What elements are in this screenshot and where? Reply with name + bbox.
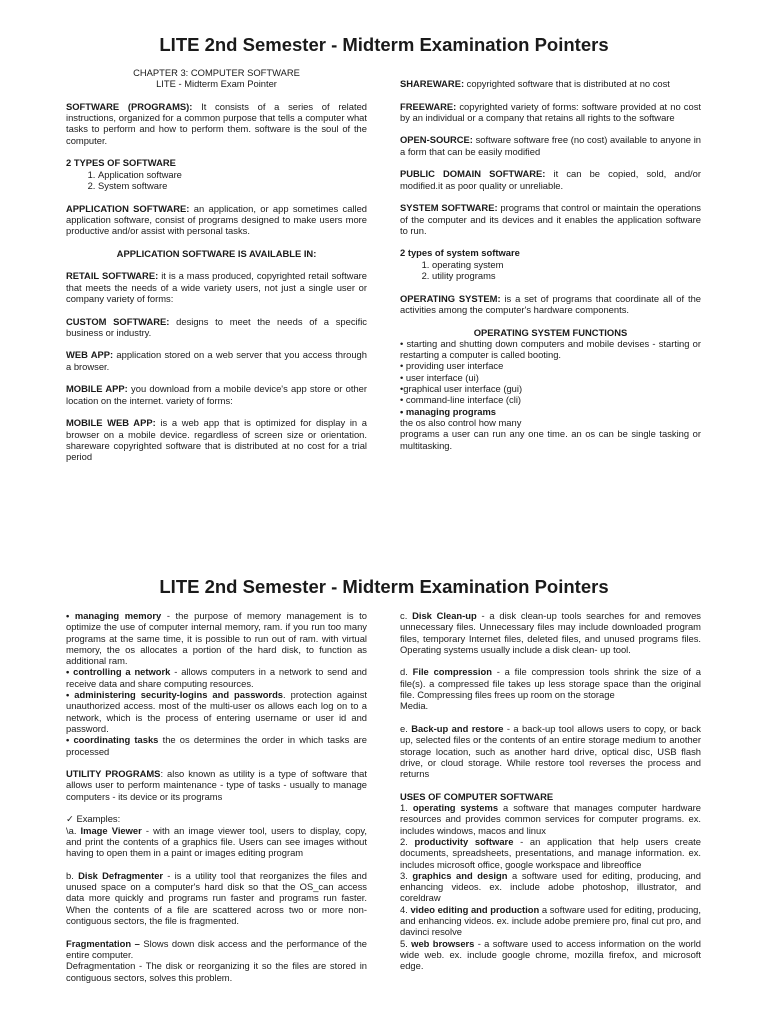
disk-cleanup-item: c. Disk Clean-up - a disk clean-up tools searches for and removes unnecessary files. Unnecessary files may include downloaded program files, temporary Internet files, deleted files, and unused programs files. Operating systems usually include a disk clean- up tool.: [400, 610, 701, 655]
image-viewer-item: \a. Image Viewer - with an image viewer tool, users to display, copy, and print the contents of a graphics file. Users can see images without having to open them in a paint or images editing program: [66, 824, 367, 859]
public-domain-definition: PUBLIC DOMAIN SOFTWARE: it can be copied, sold, and/or modified.it as poor quality or unreliable.: [400, 168, 701, 191]
os-function-note: the os also control how many: [400, 416, 522, 428]
os-function-item: • managing programs: [400, 405, 497, 417]
os-function-item: • starting and shutting down computers and mobile devises - starting or restarting a computer is called booting.: [400, 337, 701, 361]
left-column: [66, 610, 367, 983]
file-compression-media: Media.: [400, 700, 429, 712]
controlling-network: • controlling a network - allows computers in a network to send and receive data and share computing resources.: [66, 666, 367, 689]
operating-system-definition: OPERATING SYSTEM: is a set of programs that coordinate all of the activities among the computer's hardware components.: [400, 292, 701, 315]
list-item: 2. System software: [98, 180, 367, 191]
coordinating-tasks: • coordinating tasks the os determines the order in which tasks are processed: [66, 734, 367, 757]
utility-programs-definition: UTILITY PROGRAMS: also known as utility is a type of software that allows user to perform maintenance - type of tasks - usually to manage computers - its device or its programs: [66, 768, 367, 802]
left-column: [66, 67, 367, 474]
list-item: 1. Application software: [98, 169, 367, 180]
use-item: 2. productivity software - an application that help users create documents, spreadsheets, presentations, and manage information. ex. includes microsoft office, google workspace and libreoffice: [400, 835, 701, 870]
available-heading: APPLICATION SOFTWARE IS AVAILABLE IN:: [116, 247, 317, 259]
file-compression-item: d. File compression - a file compression tools shrink the size of a file(s). a compressed file takes up less storage space than the original file. Compressing files frees up room on the storage: [400, 666, 701, 701]
administering-security: • administering security-logins and passwords. protection against unauthorized access. most of the multi-user os allows each log on to a network, which is the process of entering username or user id and password.: [66, 689, 368, 734]
software-definition: SOFTWARE (PROGRAMS): It consists of a series of related instructions, organized for a common purpose that tells a computer what tasks to perform and how to perform them. software is the soul of the computer.: [66, 100, 367, 146]
freeware-definition: FREEWARE: copyrighted variety of forms: software provided at no cost by an individual or a company that retains all rights to the software: [400, 100, 701, 123]
application-software-definition: APPLICATION SOFTWARE: an application, or app sometimes called application software, consist of programs designed to make users more productive and/or assist with personal tasks.: [66, 202, 368, 237]
chapter-heading: CHAPTER 3: COMPUTER SOFTWARE: [133, 67, 300, 78]
system-software-definition: SYSTEM SOFTWARE: programs that control or maintain the operations of the computer and its devices and it enables the application software to run.: [400, 202, 701, 236]
types-heading: 2 TYPES OF SOFTWARE: [66, 157, 176, 169]
os-functions-heading: OPERATING SYSTEM FUNCTIONS: [473, 326, 628, 338]
types-list: [66, 169, 367, 192]
chapter-subtitle: LITE - Midterm Exam Pointer: [156, 78, 277, 90]
custom-software-definition: CUSTOM SOFTWARE: designs to meet the needs of a specific business or industry.: [66, 315, 367, 338]
mobile-web-app-definition: MOBILE WEB APP: is a web app that is optimized for display in a browser on a mobile device. regardless of screen size or orientation. shareware copyrighted software that is distributed at no cost for a trial period: [66, 417, 368, 463]
disk-defragmenter-item: b. Disk Defragmenter - is a utility tool that reorganizes the files and unused space on a computer's hard disk so that the OS_can access data more quickly and programs run faster and programs run faster. When the contents of a file are scattered across two or more non-contiguous sectors, the file is fragmented.: [66, 869, 367, 927]
right-column: [400, 610, 701, 972]
use-item: 3. graphics and design a software used for editing, producing, and enhancing videos. ex. include adobe photoshop, illustrator, and coreldraw: [400, 869, 701, 904]
page-title: LITE 2nd Semester - Midterm Examination Pointers: [159, 34, 609, 55]
term-label: SOFTWARE (PROGRAMS):: [66, 100, 193, 112]
os-function-item: • user interface (ui): [400, 371, 479, 383]
shareware-definition: SHAREWARE: copyrighted software that is distributed at no cost: [400, 78, 670, 89]
uses-heading: USES OF COMPUTER SOFTWARE: [400, 790, 554, 802]
examples-heading: ✓ Examples:: [66, 813, 121, 825]
os-function-item: • command-line interface (cli): [400, 394, 522, 406]
list-item: 2. utility programs: [432, 270, 701, 281]
use-item: 5. web browsers - a software used to access information on the world wide web. ex. include google chrome, mozilla firefox, and microsoft edge.: [400, 937, 701, 972]
mobile-app-definition: MOBILE APP: you download from a mobile device's app store or other location on the internet. variety of forms:: [66, 383, 367, 406]
os-function-item: •graphical user interface (gui): [400, 383, 523, 395]
right-column: [400, 78, 701, 451]
managing-memory: • managing memory - the purpose of memory management is to optimize the use of computer internal memory, ram. if you run too many programs at the same time, it is possible to run out of ram. with virtual memory, the os allocates a portion of the hard disk, to function as additional ram.: [66, 610, 368, 667]
system-types-heading: 2 types of system software: [400, 247, 520, 259]
open-source-definition: OPEN-SOURCE: software software free (no cost) available to anyone in a form that can be easily modified: [400, 134, 701, 157]
os-function-note: programs a user can run any one time. an os can be single tasking or multitasking.: [400, 428, 701, 451]
backup-restore-item: e. Back-up and restore - a back-up tool allows users to copy, or back up, selected files or the contents of an entire storage medium to another storage location, such as another hard drive, optical disc, USB flash drive, or cloud storage. While restore tool reverses the process and returns: [400, 722, 701, 780]
page-2: [0, 540, 768, 1024]
page-title: LITE 2nd Semester - Midterm Examination Pointers: [159, 576, 609, 597]
fragmentation-definition: Fragmentation – Slows down disk access and the performance of the entire computer.: [66, 937, 367, 960]
use-item: 1. operating systems a software that manages computer hardware resources and provides common services for computer programs. ex. includes windows, macos and linux: [400, 802, 701, 836]
defragmentation-definition: Defragmentation - The disk or reorganizing it so the files are stored in contiguous sectors, solves this problem.: [66, 960, 367, 983]
list-item: 1. operating system: [432, 259, 701, 270]
retail-software-definition: RETAIL SOFTWARE: it is a mass produced, copyrighted retail software that meets the needs of a wide variety users, not just a single user or company variety of forms:: [66, 270, 368, 304]
web-app-definition: WEB APP: application stored on a web server that you access through a browser.: [66, 349, 367, 372]
system-types-list: [400, 259, 701, 282]
use-item: 4. video editing and production a software used for editing, producing, and enhancing videos. ex. include adobe premiere pro, final cut pro, and davinci resolve: [400, 903, 701, 938]
os-function-item: • providing user interface: [400, 360, 504, 372]
